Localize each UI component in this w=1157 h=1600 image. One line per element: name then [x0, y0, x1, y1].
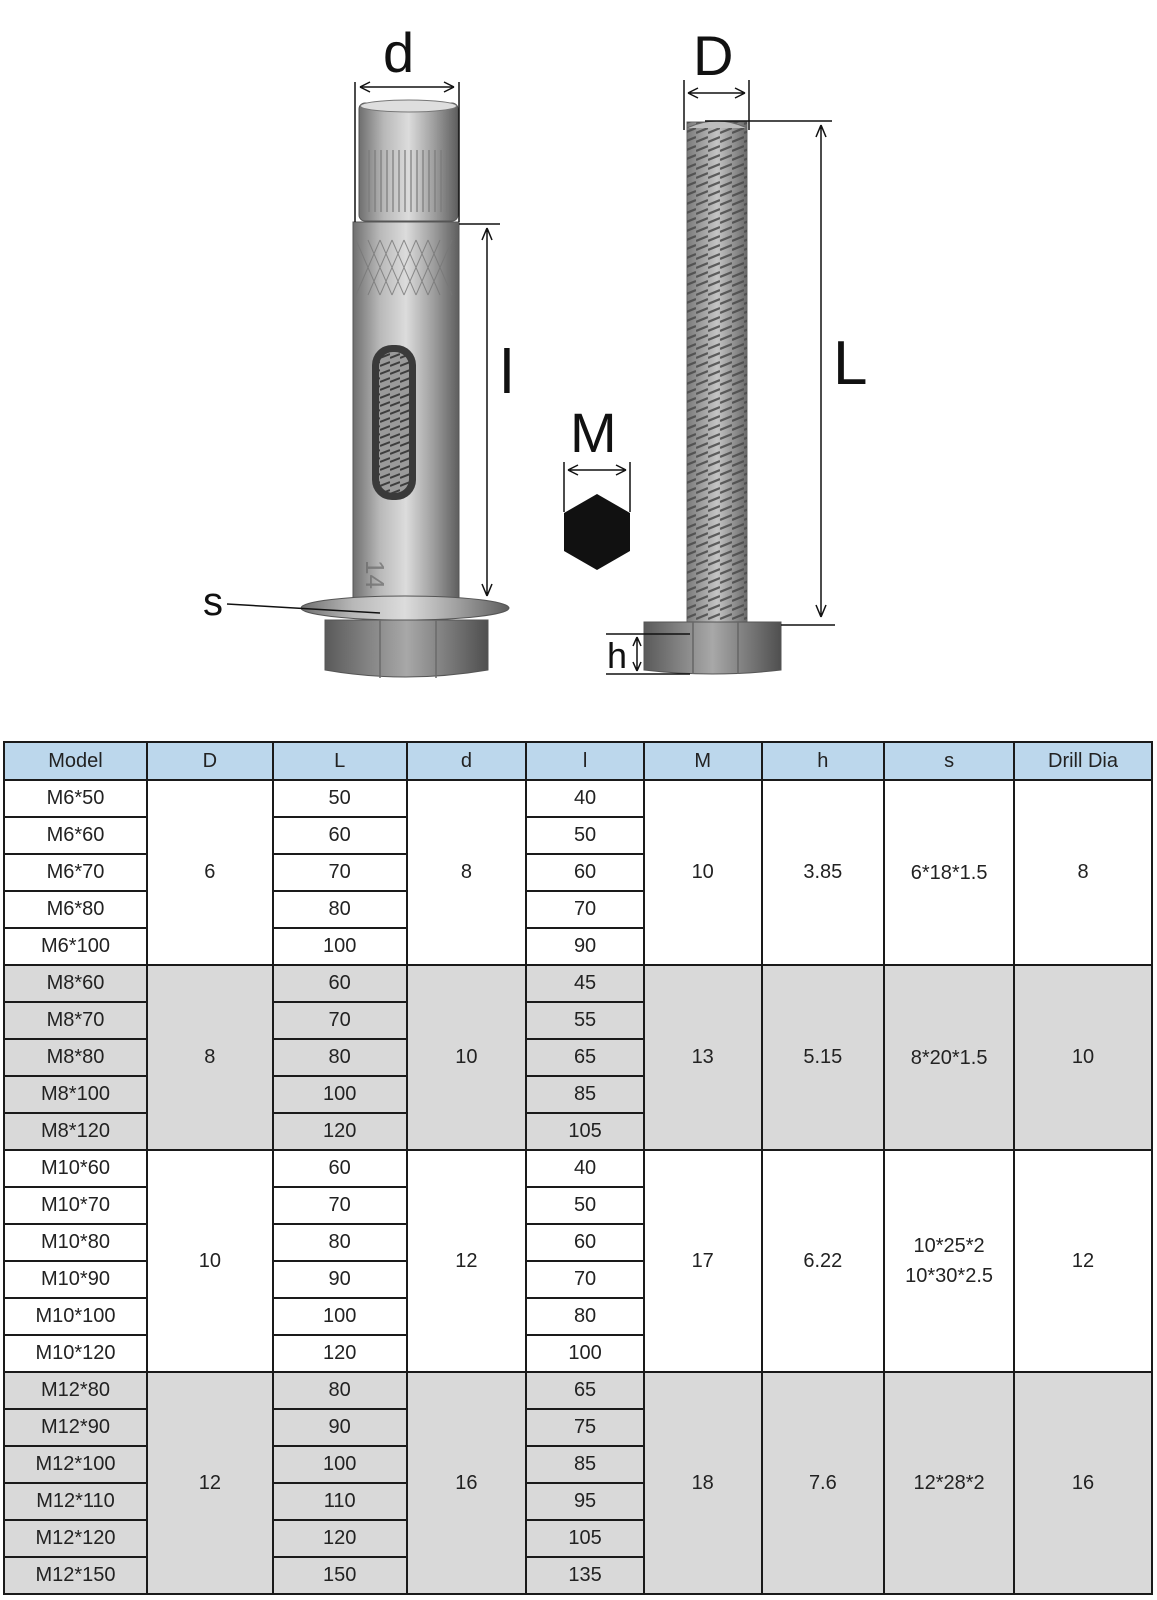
cell-L: 80 [273, 891, 407, 928]
cell-model: M6*80 [4, 891, 147, 928]
cell-l: 40 [526, 780, 644, 817]
label-L: L [833, 329, 868, 398]
cell-model: M10*70 [4, 1187, 147, 1224]
cell-L: 150 [273, 1557, 407, 1594]
cell-h: 6.22 [762, 1150, 885, 1372]
product-diagram [0, 0, 1157, 720]
table-row [4, 1372, 1152, 1409]
label-M: M [570, 401, 617, 464]
cell-s [884, 780, 1014, 965]
cell-D: 8 [147, 965, 273, 1150]
cell-l: 60 [526, 854, 644, 891]
cell-l: 65 [526, 1372, 644, 1409]
cell-D: 10 [147, 1150, 273, 1372]
cell-model: M12*120 [4, 1520, 147, 1557]
cell-model: M8*120 [4, 1113, 147, 1150]
header-s: s [884, 742, 1014, 780]
cell-drill-dia: 12 [1014, 1150, 1152, 1372]
cell-l: 135 [526, 1557, 644, 1594]
cell-d: 12 [407, 1150, 527, 1372]
cell-model: M12*150 [4, 1557, 147, 1594]
table-group [4, 1150, 1152, 1372]
cell-L: 120 [273, 1335, 407, 1372]
table-row [4, 965, 1152, 1002]
cell-l: 55 [526, 1002, 644, 1039]
header-model: Model [4, 742, 147, 780]
cell-model: M10*80 [4, 1224, 147, 1261]
header-d: d [407, 742, 527, 780]
cell-l: 105 [526, 1113, 644, 1150]
cell-D: 12 [147, 1372, 273, 1594]
cell-model: M6*100 [4, 928, 147, 965]
cell-l: 80 [526, 1298, 644, 1335]
cell-h: 7.6 [762, 1372, 885, 1594]
cell-model: M6*50 [4, 780, 147, 817]
cell-l: 70 [526, 891, 644, 928]
cell-d: 8 [407, 780, 527, 965]
hex-bolt-image [644, 121, 781, 674]
cell-L: 80 [273, 1039, 407, 1076]
cell-s-line: 6*18*1.5 [910, 861, 988, 884]
cell-model: M12*80 [4, 1372, 147, 1409]
label-d: d [383, 21, 415, 84]
cell-model: M6*70 [4, 854, 147, 891]
cell-drill-dia: 10 [1014, 965, 1152, 1150]
cell-l: 95 [526, 1483, 644, 1520]
cell-M: 13 [644, 965, 762, 1150]
table-group [4, 1372, 1152, 1594]
cell-d: 10 [407, 965, 527, 1150]
cell-h: 3.85 [762, 780, 885, 965]
cell-L: 90 [273, 1261, 407, 1298]
cell-L: 70 [273, 1002, 407, 1039]
cell-d: 16 [407, 1372, 527, 1594]
cell-model: M8*100 [4, 1076, 147, 1113]
cell-l: 45 [526, 965, 644, 1002]
cell-L: 100 [273, 1446, 407, 1483]
cell-l: 100 [526, 1335, 644, 1372]
cell-L: 100 [273, 1076, 407, 1113]
cell-model: M8*60 [4, 965, 147, 1002]
sleeve-engraving: 14 [360, 560, 390, 589]
cell-L: 80 [273, 1224, 407, 1261]
cell-h: 5.15 [762, 965, 885, 1150]
cell-model: M12*90 [4, 1409, 147, 1446]
cell-s-line: 10*30*2.5 [905, 1265, 994, 1287]
cell-s [884, 1372, 1014, 1594]
cell-L: 70 [273, 1187, 407, 1224]
cell-M: 18 [644, 1372, 762, 1594]
cell-l: 50 [526, 1187, 644, 1224]
table-group [4, 780, 1152, 965]
header-M: M [644, 742, 762, 780]
cell-L: 110 [273, 1483, 407, 1520]
cell-L: 120 [273, 1520, 407, 1557]
spec-table [3, 741, 1153, 1595]
cell-L: 100 [273, 1298, 407, 1335]
cell-drill-dia: 16 [1014, 1372, 1152, 1594]
cell-M: 10 [644, 780, 762, 965]
table-group [4, 965, 1152, 1150]
cell-l: 70 [526, 1261, 644, 1298]
cell-model: M10*60 [4, 1150, 147, 1187]
cell-model: M12*100 [4, 1446, 147, 1483]
cell-s-line: 10*25*2 [913, 1235, 985, 1257]
cell-model: M8*70 [4, 1002, 147, 1039]
cell-l: 65 [526, 1039, 644, 1076]
cell-l: 40 [526, 1150, 644, 1187]
cell-M: 17 [644, 1150, 762, 1372]
cell-s-line: 8*20*1.5 [910, 1046, 988, 1069]
cell-s [884, 1150, 1014, 1372]
header-D: D [147, 742, 273, 780]
cell-s-line: 12*28*2 [913, 1472, 985, 1494]
cell-model: M12*110 [4, 1483, 147, 1520]
hexagon-icon [564, 494, 630, 570]
cell-L: 60 [273, 817, 407, 854]
cell-l: 75 [526, 1409, 644, 1446]
cell-L: 60 [273, 965, 407, 1002]
table-row [4, 780, 1152, 817]
table-header-row [4, 742, 1152, 780]
cell-L: 60 [273, 1150, 407, 1187]
cell-L: 90 [273, 1409, 407, 1446]
label-h: h [607, 635, 628, 676]
cell-drill-dia: 8 [1014, 780, 1152, 965]
cell-l: 85 [526, 1076, 644, 1113]
label-D: D [693, 24, 734, 87]
cell-l: 90 [526, 928, 644, 965]
header-h: h [762, 742, 885, 780]
header-l: l [526, 742, 644, 780]
cell-l: 50 [526, 817, 644, 854]
header-drill-dia: Drill Dia [1014, 742, 1152, 780]
label-s: s [203, 580, 223, 624]
cell-model: M10*90 [4, 1261, 147, 1298]
cell-model: M10*120 [4, 1335, 147, 1372]
cell-L: 80 [273, 1372, 407, 1409]
sleeve-anchor-image [301, 100, 509, 678]
cell-L: 50 [273, 780, 407, 817]
cell-L: 120 [273, 1113, 407, 1150]
cell-model: M10*100 [4, 1298, 147, 1335]
cell-D: 6 [147, 780, 273, 965]
cell-model: M6*60 [4, 817, 147, 854]
cell-l: 105 [526, 1520, 644, 1557]
cell-L: 100 [273, 928, 407, 965]
header-L: L [273, 742, 407, 780]
cell-s [884, 965, 1014, 1150]
cell-L: 70 [273, 854, 407, 891]
cell-l: 85 [526, 1446, 644, 1483]
cell-model: M8*80 [4, 1039, 147, 1076]
cell-l: 60 [526, 1224, 644, 1261]
label-l: l [500, 338, 514, 407]
table-row [4, 1150, 1152, 1187]
